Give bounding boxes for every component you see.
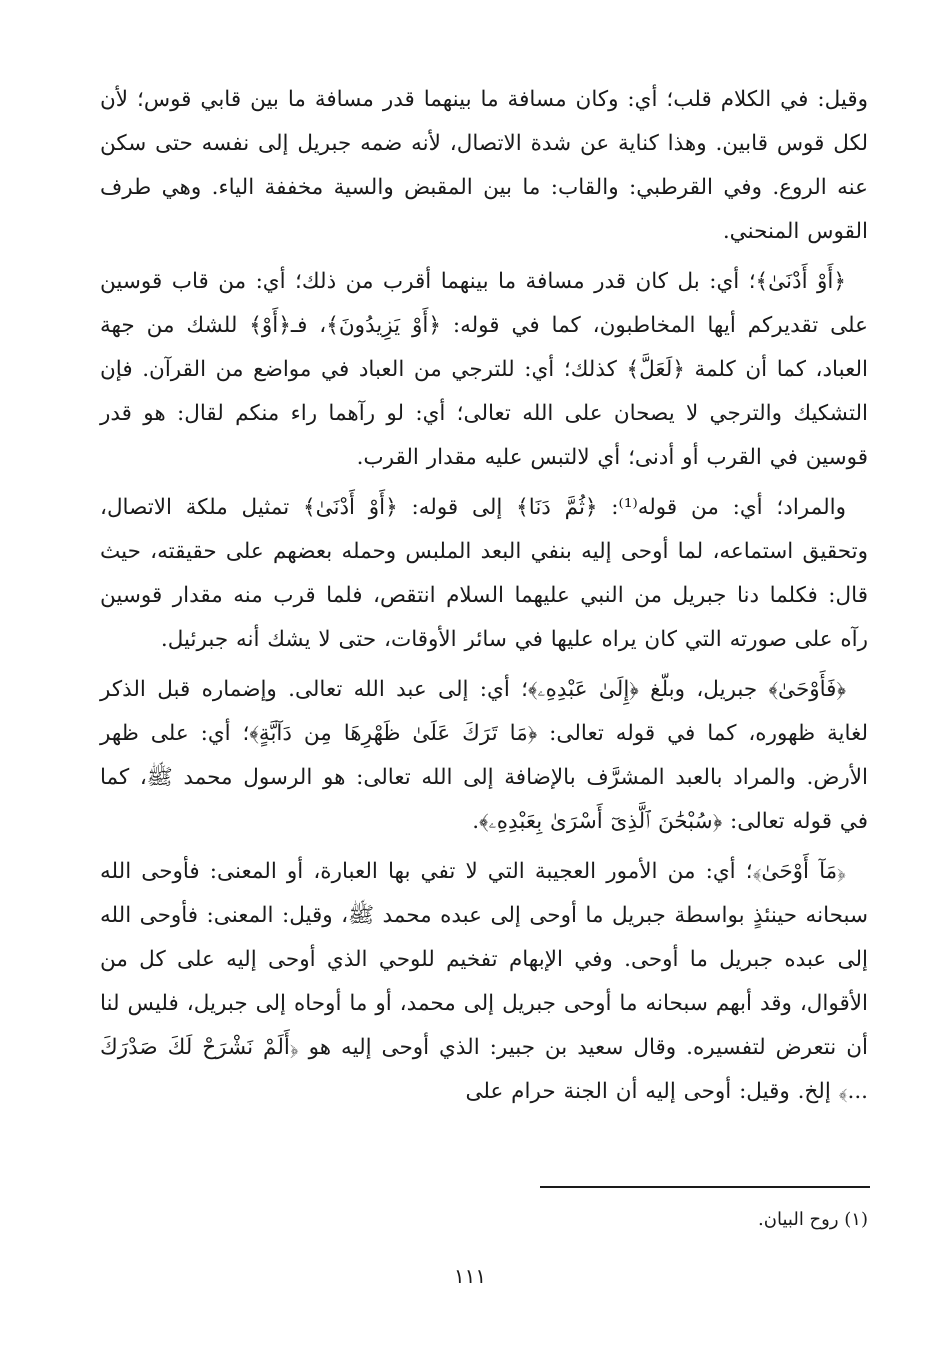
footnote: (١) روح البيان. (758, 1209, 868, 1230)
paragraph: ﴿فَأَوْحَىٰ﴾ جبريل، وبلّغ ﴿إِلَىٰ عَبْدِهِۦ﴾؛ أي: إلى عبد الله تعالى. وإضماره قبل الذكر لغاية ظهوره، كما في قوله تعالى: ﴿مَا تَرَكَ عَلَىٰ ظَهْرِهَا مِن دَآبَّةٍ﴾؛ أي: على ظهر الأرض. والمراد بالعبد المشرَّف بالإضافة إلى الله تعالى: هو الرسول محمد ﷺ، كما في قوله تعالى: ﴿سُبْحَٰنَ ٱلَّذِىٓ أَسْرَىٰ بِعَبْدِهِۦ﴾. (100, 677, 868, 834)
paragraph: والمراد؛ أي: من قوله⁽¹⁾: ﴿ثُمَّ دَنَا﴾ إلى قوله: ﴿أَوْ أَدْنَىٰ﴾ تمثيل ملكة الاتصال، وتحقيق استماعه، لما أوحى إليه بنفي البعد الملبس وحمله بعضهم على حقيقته، حيث قال: فكلما دنا جبريل من النبي عليهما السلام انتقص، فلما قرب منه مقدار قوسين رآه على صورته التي كان يراه عليها في سائر الأوقات، حتى لا يشك أنه جبرئيل. (100, 495, 868, 652)
footnote-divider (540, 1186, 870, 1188)
page-number: ١١١ (453, 1264, 487, 1288)
main-text (100, 78, 868, 1120)
paragraph: وقيل: في الكلام قلب؛ أي: وكان مسافة ما بينهما قدر مسافة ما بين قابي قوس؛ لأن لكل قوس قابين. وهذا كناية عن شدة الاتصال، لأنه ضمه جبريل إلى نفسه حتى سكن عنه الروع. وفي القرطبي: والقاب: ما بين المقبض والسية مخففة الياء. وهي طرف القوس المنحني. (100, 87, 868, 244)
paragraph: ﴿مَآ أَوْحَىٰ﴾؛ أي: من الأمور العجيبة التي لا تفي بها العبارة، أو المعنى: فأوحى الله سبحانه حينئذٍ بواسطة جبريل ما أوحى إلى عبده محمد ﷺ، وقيل: المعنى: فأوحى الله إلى عبده جبريل ما أوحى. وفي الإبهام تفخيم للوحي الذي أوحى إليه على كل من الأقوال، وقد أبهم سبحانه ما أوحى جبريل إلى محمد، أو ما أوحاه إلى جبريل، فليس لنا أن نتعرض لتفسيره. وقال سعيد بن جبير: الذي أوحى إليه هو ﴿أَلَمْ نَشْرَحْ لَكَ صَدْرَكَ ...﴾ إلخ. وقيل: أوحى إليه أن الجنة حرام على (100, 859, 868, 1104)
paragraph: ﴿أَوْ أَدْنَىٰ﴾؛ أي: بل كان قدر مسافة ما بينهما أقرب من ذلك؛ أي: من قاب قوسين على تقديركم أيها المخاطبون، كما في قوله: ﴿أَوْ يَزِيدُونَ﴾، فـ﴿أَوْ﴾ للشك من جهة العباد، كما أن كلمة ﴿لَعَلَّ﴾ كذلك؛ أي: للترجي من العباد في مواضع من القرآن. فإن التشكيك والترجي لا يصحان على الله تعالى؛ أي: لو رآهما راء منكم لقال: هو قدر قوسين في القرب أو أدنى؛ أي لالتبس عليه مقدار القرب. (100, 269, 868, 470)
